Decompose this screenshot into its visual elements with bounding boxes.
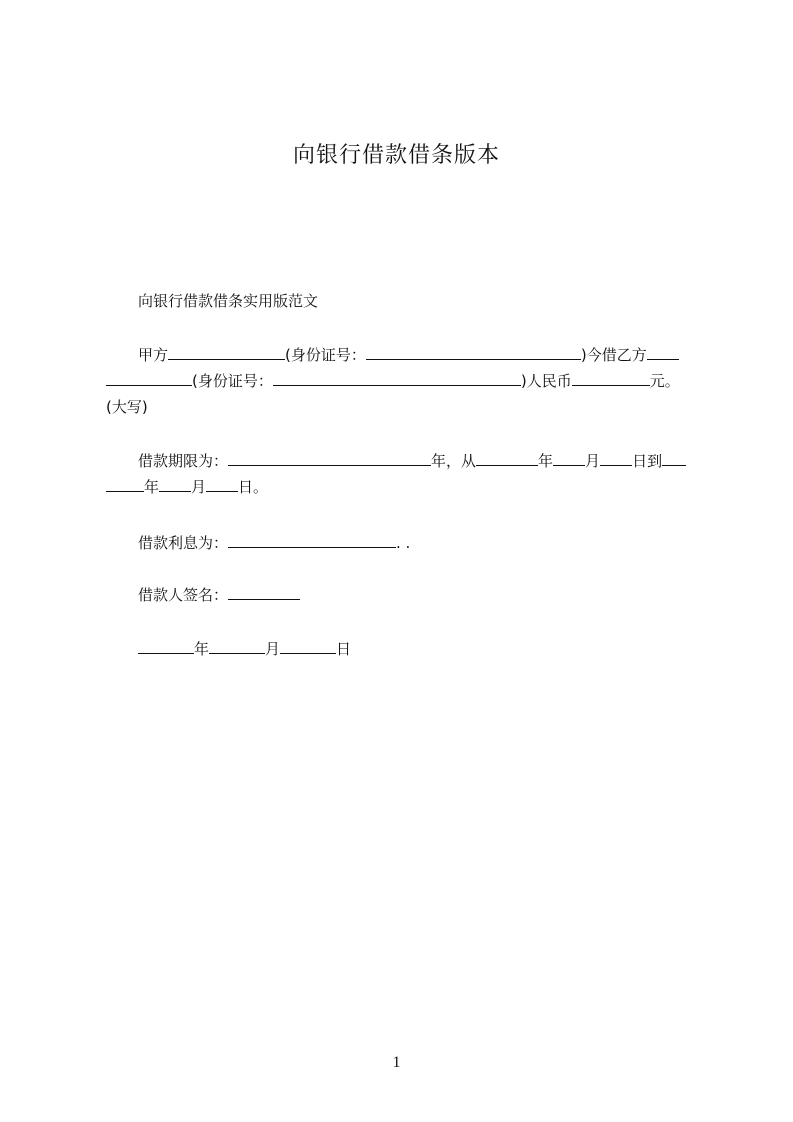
date-paragraph — [106, 636, 702, 662]
blank-signature[interactable] — [228, 584, 300, 600]
blank-term-length[interactable] — [228, 450, 431, 466]
label-term: 借款期限为： — [138, 452, 229, 470]
page-number: 1 — [392, 1054, 401, 1071]
blank-party-b-id[interactable] — [273, 370, 521, 386]
blank-end-month[interactable] — [159, 476, 191, 492]
interest-end-dots: . . — [396, 534, 411, 552]
blank-party-b-name[interactable] — [106, 370, 192, 386]
label-id-open-2: (身份证号： — [192, 372, 273, 390]
label-ri-dao: 日到 — [632, 452, 663, 470]
label-sign-nian: 年 — [194, 640, 210, 658]
label-end-yue: 月 — [191, 478, 207, 496]
label-id-open: (身份证号： — [285, 346, 366, 364]
subtitle: 向银行借款借条实用版范文 — [138, 292, 319, 310]
document-title: 向银行借款借条版本 — [292, 143, 500, 168]
blank-amount[interactable] — [572, 370, 650, 386]
label-end-nian: 年 — [144, 478, 160, 496]
term-paragraph — [106, 448, 702, 500]
blank-sign-year[interactable] — [138, 638, 194, 654]
label-signature: 借款人签名： — [138, 586, 229, 604]
label-end-ri: 日。 — [238, 478, 269, 496]
blank-sign-day[interactable] — [280, 638, 336, 654]
label-daxie: (大写) — [106, 398, 148, 416]
label-borrow-from: )今借乙方 — [580, 346, 647, 364]
label-yuan: 元。 — [649, 372, 680, 390]
label-rmb: )人民币 — [520, 372, 572, 390]
blank-party-a-id[interactable] — [366, 344, 581, 360]
blank-start-year[interactable] — [476, 450, 538, 466]
blank-party-b-name-start[interactable] — [647, 344, 679, 360]
label-sign-yue: 月 — [265, 640, 281, 658]
blank-end-year[interactable] — [106, 476, 144, 492]
blank-start-month[interactable] — [553, 450, 585, 466]
parties-paragraph — [106, 342, 702, 420]
label-jiafang: 甲方 — [138, 346, 169, 364]
blank-start-day[interactable] — [600, 450, 632, 466]
blank-end-day[interactable] — [206, 476, 238, 492]
interest-paragraph — [106, 530, 702, 556]
label-nian-cong: 年，从 — [431, 452, 477, 470]
blank-sign-month[interactable] — [209, 638, 265, 654]
label-sign-ri: 日 — [336, 640, 352, 658]
blank-end-year-start[interactable] — [662, 450, 686, 466]
label-start-yue: 月 — [585, 452, 601, 470]
blank-interest[interactable] — [228, 532, 396, 548]
label-start-nian: 年 — [538, 452, 554, 470]
label-interest: 借款利息为： — [138, 534, 229, 552]
signature-paragraph — [106, 582, 702, 608]
subtitle-paragraph — [106, 288, 702, 314]
blank-party-a-name[interactable] — [168, 344, 285, 360]
